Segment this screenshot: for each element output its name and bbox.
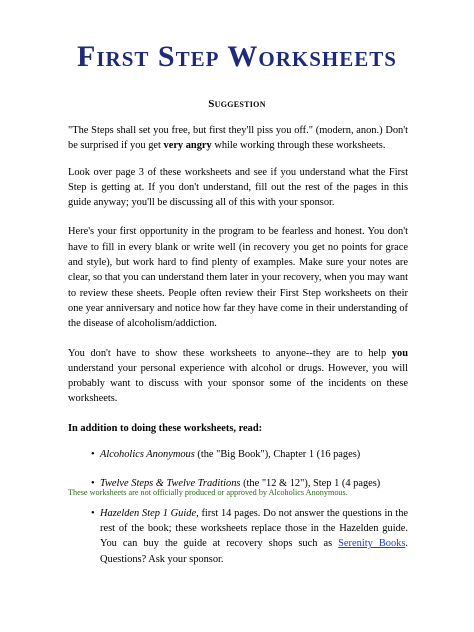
emphasis-text: you <box>391 347 408 359</box>
paragraph-text: "The Steps shall set you free, but first they'll piss you off." (modern, anon.) Don't be surprised if you get <box>68 125 408 152</box>
document-body <box>68 123 408 581</box>
paragraph-quote <box>68 123 408 154</box>
emphasis-text: very angry <box>163 140 212 152</box>
section-heading: Suggestion <box>208 98 266 110</box>
paragraph-opportunity: Here's your first opportunity in the program to be fearless and honest. You don't have to fill in every blank or write well (in recovery you get no points for grace and style), but work hard to find plenty of examples. Make sure your notes are clear, so that you can understand them later in your recovery, when you may want to review these sheets. People often review their First Step worksheets on their one year anniversary and notice how far they have come in their understanding of the disease of alcoholism/addiction. <box>68 226 408 330</box>
reading-heading-text: In addition to doing these worksheets, read: <box>68 422 263 434</box>
bullet-icon: • <box>91 478 95 490</box>
paragraph-text: You don't have to show these worksheets to anyone--they are to help <box>68 347 392 359</box>
paragraph-page3: Look over page 3 of these worksheets and see if you understand what the First Step is getting at. If you don't understand, fill out the rest of the pages in this guide anyway; you'll be discussing all of this with your sponsor. <box>68 166 408 209</box>
reading-detail: (the "Big Book"), Chapter 1 (16 pages) <box>194 449 361 461</box>
reading-heading <box>68 421 408 436</box>
reading-detail: (the "12 & 12"), Step 1 (4 pages) <box>240 478 381 490</box>
reading-item <box>68 506 408 567</box>
book-title: Twelve Steps & Twelve Traditions <box>100 478 241 490</box>
book-title: Alcoholics Anonymous <box>100 449 195 461</box>
paragraph-text: while working through these worksheets. <box>211 140 386 152</box>
footer-disclaimer: These worksheets are not officially produced or approved by Alcoholics Anonymous. <box>68 488 348 497</box>
bullet-icon: • <box>91 507 95 519</box>
reading-detail: . Questions? Ask your sponsor. <box>100 538 408 565</box>
reading-list <box>68 447 408 567</box>
paragraph-text: understand your personal experience with alcohol or drugs. However, you will probably want to discuss with your sponsor some of the incidents on these worksheets. <box>68 362 408 405</box>
paragraph-privacy <box>68 346 408 407</box>
reading-detail: , first 14 pages. Do not answer the questions in the rest of the book; these worksheets replace those in the Hazelden guide. You can buy the guide at recovery shops such as <box>100 507 409 550</box>
page-title: First Step Worksheets <box>77 40 397 73</box>
book-title: Hazelden Step 1 Guide <box>100 507 197 519</box>
bullet-icon: • <box>91 449 95 461</box>
reading-item <box>68 447 408 462</box>
serenity-books-link[interactable]: Serenity Books <box>338 538 406 550</box>
